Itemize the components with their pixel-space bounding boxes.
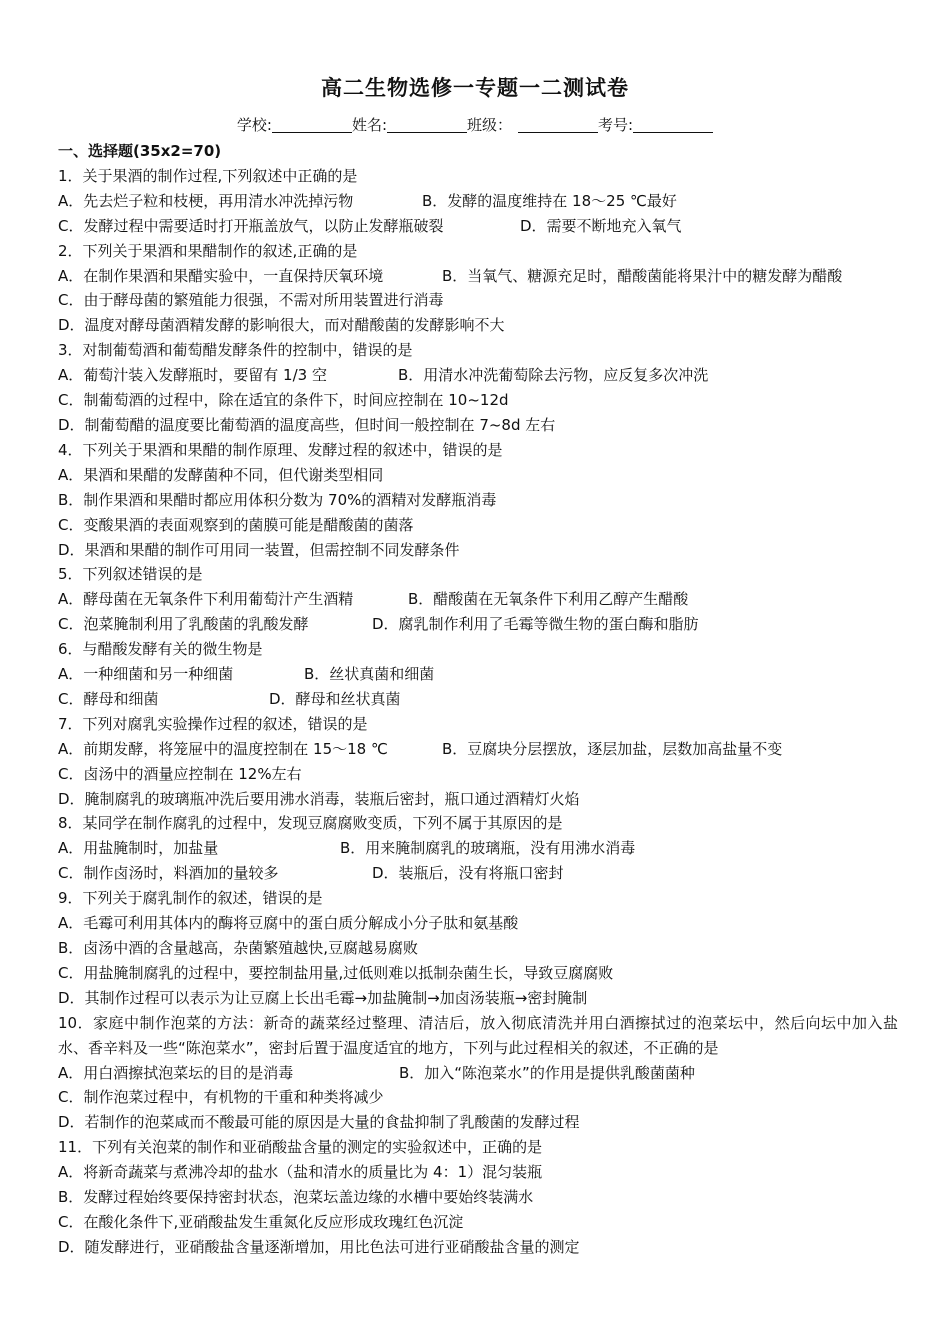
option: C．制作卤汤时，料酒加的量较多	[58, 864, 279, 883]
question-stem: 6．与醋酸发酵有关的微生物是	[58, 640, 263, 659]
option: D．需要不断地充入氧气	[520, 216, 682, 235]
exam-no-blank[interactable]	[633, 116, 713, 133]
option-row	[58, 612, 898, 637]
option: A．用白酒擦拭泡菜坛的目的是消毒	[58, 1063, 294, 1082]
option: D．装瓶后，没有将瓶口密封	[372, 864, 564, 883]
option: C．发酵过程中需要适时打开瓶盖放气，以防止发酵瓶破裂	[58, 216, 444, 235]
question-stem: 1．关于果酒的制作过程,下列叙述中正确的是	[58, 166, 358, 185]
option: B．制作果酒和果醋时都应用体积分数为 70%的酒精对发酵瓶消毒	[58, 490, 497, 509]
school-label: 学校:	[236, 116, 272, 134]
option-row	[58, 214, 898, 239]
name-blank[interactable]	[387, 116, 467, 133]
option: C．变酸果酒的表面观察到的菌膜可能是醋酸菌的菌落	[58, 515, 414, 534]
option: D．若制作的泡菜咸而不酸最可能的原因是大量的食盐抑制了乳酸菌的发酵过程	[58, 1113, 580, 1132]
option: D．制葡萄醋的温度要比葡萄酒的温度高些，但时间一般控制在 7~8d 左右	[58, 415, 556, 434]
question-stem: 10．家庭中制作泡菜的方法：新奇的蔬菜经过整理、清洁后，放入彻底清洗并用白酒擦拭过的泡菜坛中，然后向坛中加入盐水、香辛料及一些“陈泡菜水”，密封后置于温度适宜的地方，下列与此过程相关的叙述，不正确的是	[58, 1013, 898, 1057]
option: D．腐乳制作利用了毛霉等微生物的蛋白酶和脂肪	[372, 615, 699, 634]
option: C．制作泡菜过程中，有机物的干重和种类将减少	[58, 1088, 384, 1107]
option: D．温度对酵母菌酒精发酵的影响很大，而对醋酸菌的发酵影响不大	[58, 316, 505, 335]
option: A．葡萄汁装入发酵瓶时，要留有 1/3 空	[58, 366, 327, 385]
class-label: 班级：	[467, 116, 513, 134]
option: A．一种细菌和另一种细菌	[58, 665, 234, 684]
option-row	[58, 1061, 898, 1086]
question-stem: 8．某同学在制作腐乳的过程中，发现豆腐腐败变质，下列不属于其原因的是	[58, 814, 563, 833]
option: D．酵母和丝状真菌	[269, 689, 401, 708]
option: D．果酒和果醋的制作可用同一装置，但需控制不同发酵条件	[58, 540, 460, 559]
question-stem: 11．下列有关泡菜的制作和亚硝酸盐含量的测定的实验叙述中，正确的是	[58, 1138, 543, 1157]
option: A．在制作果酒和果醋实验中，一直保持厌氧环境	[58, 266, 384, 285]
option: B．丝状真菌和细菌	[304, 665, 435, 684]
option: D．其制作过程可以表示为让豆腐上长出毛霉→加盐腌制→加卤汤装瓶→密封腌制	[58, 988, 588, 1007]
exam-no-label: 考号:	[598, 116, 634, 134]
option: B．用来腌制腐乳的玻璃瓶，没有用沸水消毒	[340, 839, 636, 858]
name-label: 姓名:	[351, 116, 388, 134]
option-row	[58, 587, 898, 612]
option: B．豆腐块分层摆放，逐层加盐，层数加高盐量不变	[442, 739, 783, 758]
option: A．毛霉可利用其体内的酶将豆腐中的蛋白质分解成小分子肽和氨基酸	[58, 914, 519, 933]
question-stem: 5．下列叙述错误的是	[58, 565, 203, 584]
page-title: 高二生物选修一专题一二测试卷	[321, 76, 629, 100]
question-stem: 9．下列关于腐乳制作的叙述，错误的是	[58, 889, 323, 908]
option: B．当氧气、糖源充足时，醋酸菌能将果汁中的糖发酵为醋酸	[442, 266, 843, 285]
option: B．醋酸菌在无氧条件下利用乙醇产生醋酸	[408, 590, 689, 609]
question-stem: 4．下列关于果酒和果醋的制作原理、发酵过程的叙述中，错误的是	[58, 440, 503, 459]
option: C．在酸化条件下,亚硝酸盐发生重氮化反应形成玫瑰红色沉淀	[58, 1212, 464, 1231]
option: A．酵母菌在无氧条件下利用葡萄汁产生酒精	[58, 590, 354, 609]
option: C．泡菜腌制利用了乳酸菌的乳酸发酵	[58, 615, 309, 634]
question-stem: 3．对制葡萄酒和葡萄醋发酵条件的控制中，错误的是	[58, 341, 413, 360]
option-row	[58, 363, 898, 388]
option: B．卤汤中酒的含量越高，杂菌繁殖越快,豆腐越易腐败	[58, 939, 419, 957]
option: B．发酵过程始终要保持密封状态，泡菜坛盖边缘的水槽中要始终装满水	[58, 1188, 534, 1207]
question-stem: 7．下列对腐乳实验操作过程的叙述，错误的是	[58, 714, 368, 733]
option-row	[58, 264, 898, 289]
student-info-line	[0, 114, 950, 136]
school-blank[interactable]	[272, 116, 352, 133]
option: C．用盐腌制腐乳的过程中，要控制盐用量,过低则难以抵制杂菌生长，导致豆腐腐败	[58, 963, 614, 982]
section-heading: 一、选择题(35x2=70)	[58, 142, 222, 160]
option: C．酵母和细菌	[58, 689, 159, 708]
option-row	[58, 836, 898, 861]
option: B．加入“陈泡菜水”的作用是提供乳酸菌菌种	[399, 1063, 695, 1082]
question-content	[58, 139, 898, 1260]
option-row	[58, 737, 898, 762]
option-row	[58, 861, 898, 886]
option: A．先去烂子粒和枝梗，再用清水冲洗掉污物	[58, 191, 354, 210]
option: D．腌制腐乳的玻璃瓶冲洗后要用沸水消毒，装瓶后密封，瓶口通过酒精灯火焰	[58, 789, 580, 808]
option: D．随发酵进行，亚硝酸盐含量逐渐增加，用比色法可进行亚硝酸盐含量的测定	[58, 1237, 580, 1256]
option: B．发酵的温度维持在 18～25 ℃最好	[422, 191, 677, 210]
question-stem: 2．下列关于果酒和果醋制作的叙述,正确的是	[58, 241, 358, 260]
option: C．由于酵母菌的繁殖能力很强，不需对所用装置进行消毒	[58, 291, 444, 310]
class-blank[interactable]	[518, 116, 598, 133]
option: C．卤汤中的酒量应控制在 12%左右	[58, 764, 302, 783]
option: C．制葡萄酒的过程中，除在适宜的条件下，时间应控制在 10~12d	[58, 391, 509, 410]
option: A．将新奇蔬菜与煮沸冷却的盐水（盐和清水的质量比为 4：1）混匀装瓶	[58, 1163, 543, 1182]
option: A．用盐腌制时，加盐量	[58, 839, 219, 858]
option-row	[58, 662, 898, 687]
option-row	[58, 687, 898, 712]
option: B．用清水冲洗葡萄除去污物，应反复多次冲洗	[398, 366, 709, 385]
option: A．果酒和果醋的发酵菌种不同，但代谢类型相同	[58, 465, 384, 484]
option: A．前期发酵，将笼屉中的温度控制在 15～18 ℃	[58, 739, 388, 758]
option-row	[58, 189, 898, 214]
